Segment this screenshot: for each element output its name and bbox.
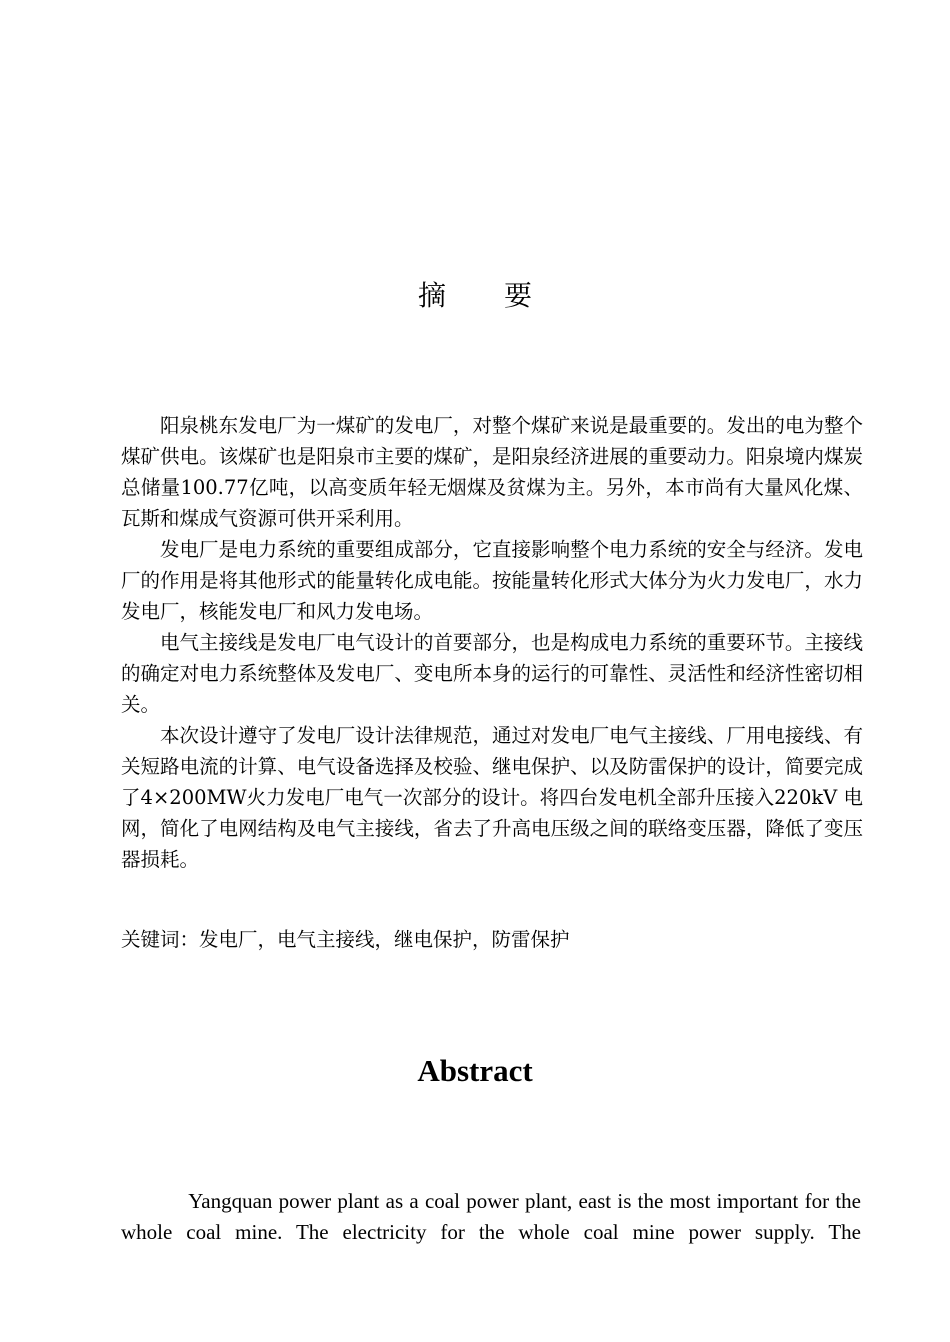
abstract-cn-paragraph-3: 电气主接线是发电厂电气设计的首要部分，也是构成电力系统的重要环节。主接线的确定对电力系统整体及发电厂、变电所本身的运行的可靠性、灵活性和经济性密切相关。 xyxy=(121,631,863,716)
abstract-cn-paragraph-4: 本次设计遵守了发电厂设计法律规范，通过对发电厂电气主接线、厂用电接线、有关短路电流的计算、电气设备选择及校验、继电保护、以及防雷保护的设计，简要完成了4×200MW火力发电厂电气一次部分的设计。将四台发电机全部升压接入220kV 电网，简化了电网结构及电气主接线，省去了升高电压级之间的联络变压器，降低了变压器损耗。 xyxy=(121,724,863,871)
abstract-cn-body xyxy=(121,410,863,875)
abstract-en-paragraph-1: Yangquan power plant as a coal power plant, east is the most important for the whole coal mine. The electricity for the whole coal mine power supply. The xyxy=(121,1189,861,1244)
abstract-en-body xyxy=(121,1186,861,1248)
keywords-label: 关键词： xyxy=(121,928,200,951)
keywords-line xyxy=(121,924,863,955)
abstract-en-title: Abstract xyxy=(417,1053,533,1088)
abstract-cn-paragraph-2: 发电厂是电力系统的重要组成部分，它直接影响整个电力系统的安全与经济。发电厂的作用是将其他形式的能量转化成电能。按能量转化形式大体分为火力发电厂，水力发电厂，核能发电厂和风力发电场。 xyxy=(121,538,863,623)
keywords-value: 发电厂，电气主接线，继电保护，防雷保护 xyxy=(199,928,570,951)
abstract-cn-paragraph-1: 阳泉桃东发电厂为一煤矿的发电厂，对整个煤矿来说是最重要的。发出的电为整个煤矿供电。该煤矿也是阳泉市主要的煤矿，是阳泉经济进展的重要动力。阳泉境内煤炭总储量100.77亿吨，以高变质年轻无烟煤及贫煤为主。另外，本市尚有大量风化煤、瓦斯和煤成气资源可供开采利用。 xyxy=(121,414,863,530)
abstract-cn-title: 摘要 xyxy=(417,279,590,312)
